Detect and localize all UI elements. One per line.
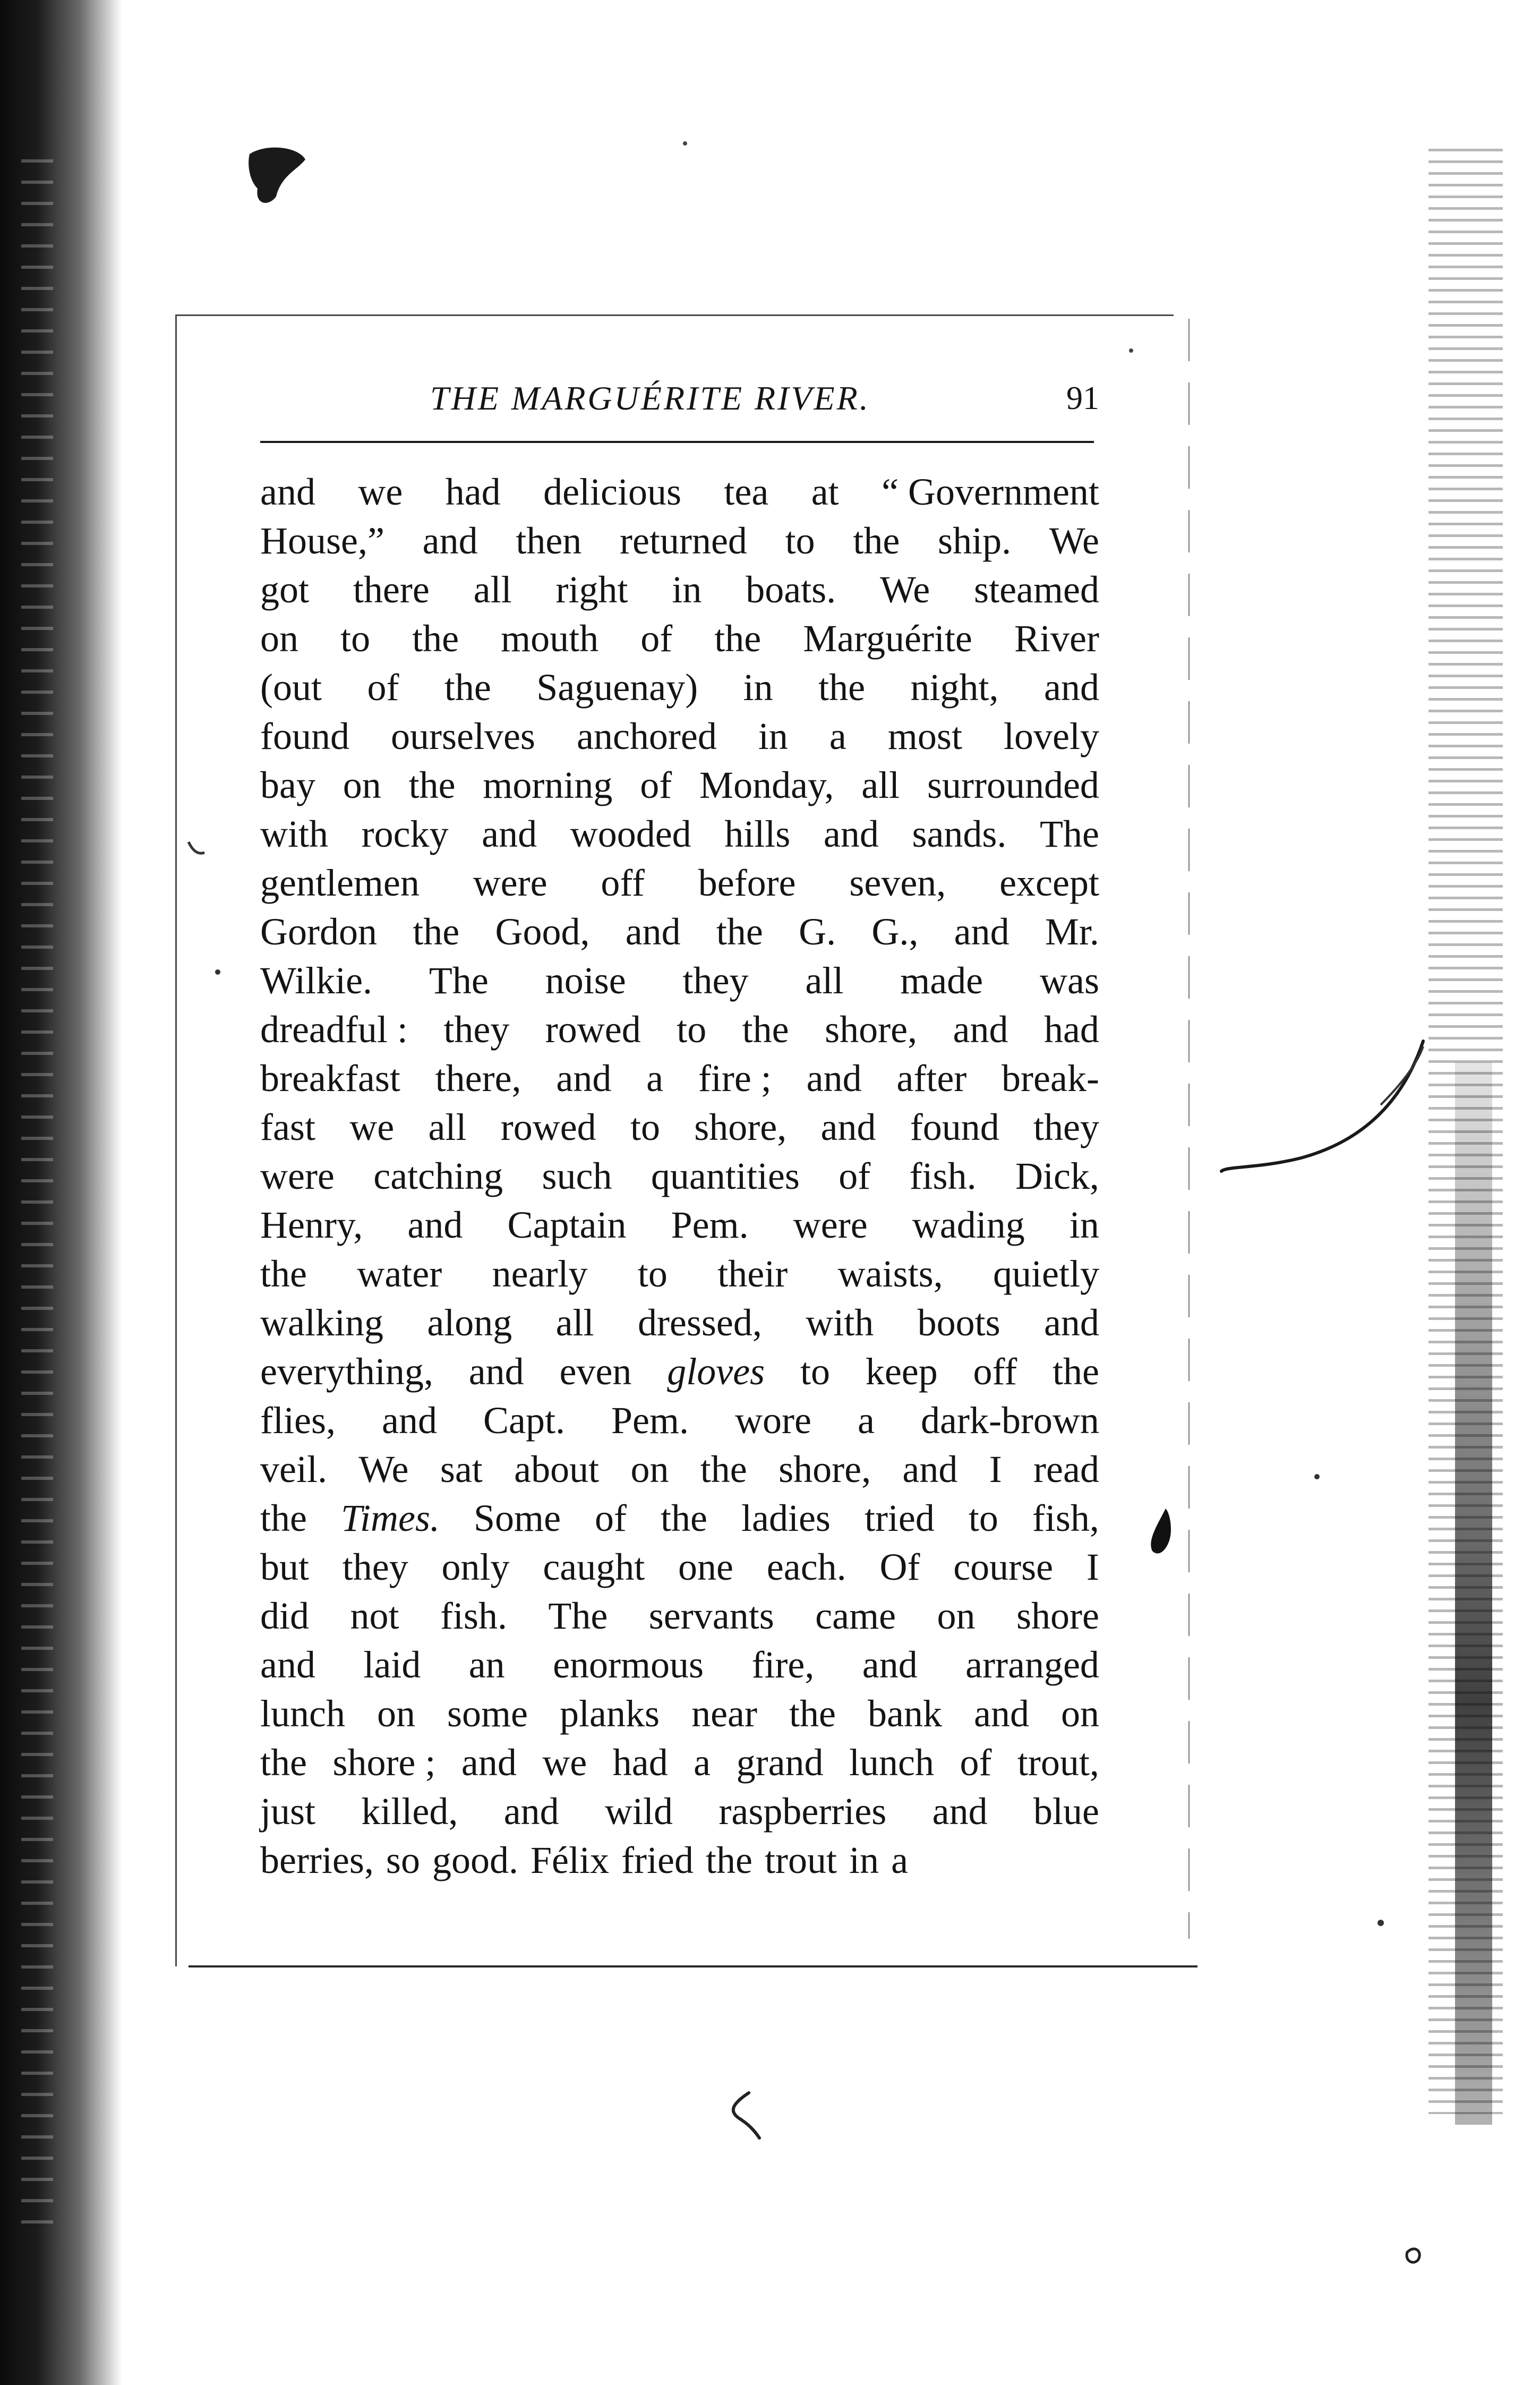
word: caught — [543, 1546, 645, 1588]
word: the — [413, 910, 460, 953]
word: morning — [483, 764, 613, 806]
word: Some — [474, 1497, 561, 1539]
word: the — [1053, 1350, 1099, 1393]
word: enormous — [553, 1643, 704, 1686]
word: to — [340, 617, 371, 660]
word: Wilkie. — [260, 959, 373, 1002]
word: one — [678, 1546, 734, 1588]
word: in — [672, 568, 702, 611]
word: had — [445, 471, 501, 513]
word: wild — [605, 1790, 673, 1833]
word: and — [482, 813, 537, 855]
word: water — [357, 1253, 442, 1295]
speck-1 — [1378, 1920, 1384, 1926]
word: boats. — [746, 568, 836, 611]
word: and — [468, 1350, 524, 1393]
word: and — [1043, 1301, 1099, 1344]
word: Gordon — [260, 910, 377, 953]
word: G., — [871, 910, 919, 953]
word: even — [559, 1350, 632, 1393]
word: keep — [865, 1350, 938, 1393]
word: mouth — [501, 617, 599, 660]
word: on — [937, 1595, 976, 1637]
word: read — [1033, 1448, 1099, 1490]
word: laid — [363, 1643, 421, 1686]
word: found — [260, 715, 349, 757]
word: Of — [879, 1546, 920, 1588]
word: their — [717, 1253, 788, 1295]
word: seven, — [849, 862, 946, 904]
word: we — [542, 1741, 587, 1784]
word: shore, — [694, 1106, 787, 1148]
word: the — [260, 1741, 307, 1784]
word: Félix — [531, 1839, 610, 1881]
word: The — [1040, 813, 1099, 855]
word: all — [428, 1106, 467, 1148]
word: Saguenay) — [536, 666, 698, 709]
word: and — [973, 1692, 1029, 1735]
word: tea — [724, 471, 769, 513]
word: they — [682, 959, 749, 1002]
word: and — [862, 1643, 918, 1686]
word: in — [743, 666, 773, 709]
word: We — [1049, 519, 1099, 562]
word: did — [260, 1595, 310, 1637]
word: to — [637, 1253, 668, 1295]
word: G. — [799, 910, 836, 953]
word: wore — [735, 1399, 811, 1442]
word: walking — [260, 1301, 383, 1344]
word: tried — [864, 1497, 935, 1539]
word: and — [953, 1008, 1008, 1051]
word: gloves — [667, 1350, 765, 1393]
word: nearly — [492, 1253, 588, 1295]
word: and — [407, 1204, 463, 1246]
word: near — [691, 1692, 757, 1735]
word: dressed, — [637, 1301, 762, 1344]
word: an — [468, 1643, 505, 1686]
word: on — [377, 1692, 415, 1735]
word: each. — [766, 1546, 846, 1588]
word: (out — [260, 666, 322, 709]
word: the — [742, 1008, 789, 1051]
word: the — [260, 1497, 307, 1539]
word: the — [789, 1692, 836, 1735]
word: blue — [1033, 1790, 1099, 1833]
word: the — [818, 666, 866, 709]
word: Mr. — [1045, 910, 1099, 953]
word: except — [999, 862, 1099, 904]
word: bay — [260, 764, 315, 806]
word: quantities — [651, 1155, 800, 1197]
word: there — [353, 568, 430, 611]
word: off — [973, 1350, 1017, 1393]
word: were — [793, 1204, 868, 1246]
word: fish. — [909, 1155, 977, 1197]
word: and — [260, 471, 315, 513]
word: some — [447, 1692, 528, 1735]
word: with — [260, 813, 329, 855]
speck-2 — [1314, 1474, 1320, 1479]
word: was — [1039, 959, 1099, 1002]
word: I — [1086, 1546, 1099, 1588]
word: were — [473, 862, 547, 904]
word: wading — [912, 1204, 1025, 1246]
word: gentlemen — [260, 862, 420, 904]
word: were — [260, 1155, 335, 1197]
word: rowed — [500, 1106, 596, 1148]
word: had — [612, 1741, 668, 1784]
word: We — [880, 568, 930, 611]
word: the — [661, 1497, 707, 1539]
word: in — [758, 715, 788, 757]
word: shore ; — [332, 1741, 436, 1784]
word: bank — [867, 1692, 942, 1735]
word: shore, — [778, 1448, 871, 1490]
word: to — [785, 519, 815, 562]
word: Pem. — [671, 1204, 749, 1246]
word: of — [839, 1155, 871, 1197]
word: the — [260, 1253, 307, 1295]
word: just — [260, 1790, 316, 1833]
word: night, — [910, 666, 999, 709]
word: ship. — [938, 519, 1012, 562]
word: all — [861, 764, 900, 806]
word: found — [910, 1106, 999, 1148]
word: and — [823, 813, 879, 855]
word: before — [698, 862, 796, 904]
word: Captain — [507, 1204, 627, 1246]
word: such — [542, 1155, 612, 1197]
word: we — [358, 471, 403, 513]
word: of — [640, 617, 673, 660]
small-scribble-mark — [1407, 2249, 1419, 2262]
page-number: 91 — [1066, 380, 1099, 416]
word: break- — [1002, 1057, 1099, 1100]
word: but — [260, 1546, 310, 1588]
word: fast — [260, 1106, 315, 1148]
word: a — [858, 1399, 875, 1442]
word: most — [887, 715, 962, 757]
ink-blot-top-left — [249, 148, 305, 203]
word: a — [694, 1741, 711, 1784]
word: with — [806, 1301, 874, 1344]
word: lunch — [260, 1692, 345, 1735]
word: waists, — [837, 1253, 943, 1295]
word: lovely — [1003, 715, 1099, 757]
word: a — [891, 1839, 909, 1881]
word: trout, — [1017, 1741, 1099, 1784]
word: hills — [724, 813, 791, 855]
word: and — [902, 1448, 958, 1490]
word: River — [1014, 617, 1099, 660]
word: ourselves — [391, 715, 535, 757]
word: fried — [621, 1839, 694, 1881]
speck-5 — [1129, 348, 1133, 353]
word: all — [805, 959, 844, 1002]
word: good. — [432, 1839, 518, 1881]
word: surrounded — [927, 764, 1099, 806]
word: fish, — [1032, 1497, 1099, 1539]
word: after — [896, 1057, 967, 1100]
margin-pencil-tick — [189, 842, 204, 853]
word: catching — [373, 1155, 503, 1197]
word: and — [260, 1643, 315, 1686]
word: they — [342, 1546, 408, 1588]
word: dark-brown — [921, 1399, 1099, 1442]
word: made — [900, 959, 983, 1002]
word: off — [601, 862, 645, 904]
speck-4 — [683, 141, 687, 146]
word: raspberries — [718, 1790, 887, 1833]
word: Good, — [495, 910, 590, 953]
word: delicious — [543, 471, 682, 513]
word: lunch — [849, 1741, 934, 1784]
word: of — [640, 764, 672, 806]
word: boots — [917, 1301, 1000, 1344]
word: Marguérite — [803, 617, 972, 660]
word: all — [473, 568, 512, 611]
word: we — [349, 1106, 395, 1148]
word: Monday, — [699, 764, 834, 806]
word: grand — [736, 1741, 824, 1784]
word: and — [382, 1399, 437, 1442]
word: of — [367, 666, 399, 709]
word: fish. — [440, 1595, 507, 1637]
word: sands. — [912, 813, 1007, 855]
word: only — [441, 1546, 510, 1588]
word: the — [444, 666, 491, 709]
word: got — [260, 568, 310, 611]
word: The — [548, 1595, 608, 1637]
word: and — [422, 519, 478, 562]
word: I — [989, 1448, 1002, 1490]
word: Dick, — [1015, 1155, 1099, 1197]
word: on — [343, 764, 381, 806]
word: rowed — [545, 1008, 641, 1051]
word: to — [630, 1106, 660, 1148]
word: veil. — [260, 1448, 327, 1490]
word: Henry, — [260, 1204, 363, 1246]
word: berries, — [260, 1839, 374, 1881]
word: servants — [648, 1595, 774, 1637]
word: noise — [545, 959, 626, 1002]
word: killed, — [361, 1790, 458, 1833]
word: so — [386, 1839, 420, 1881]
word: to — [677, 1008, 707, 1051]
word: flies, — [260, 1399, 336, 1442]
word: to — [800, 1350, 830, 1393]
word: ladies — [741, 1497, 831, 1539]
word: and — [954, 910, 1009, 953]
word: House,” — [260, 519, 384, 562]
word: We — [358, 1448, 409, 1490]
pencil-swoosh-mark — [1221, 1041, 1423, 1171]
word: a — [646, 1057, 664, 1100]
word: in — [1069, 1204, 1099, 1246]
word: right — [555, 568, 628, 611]
word: and — [806, 1057, 862, 1100]
word: shore, — [825, 1008, 918, 1051]
ink-teardrop-mark — [1151, 1509, 1171, 1553]
word: they — [443, 1008, 510, 1051]
word: returned — [620, 519, 747, 562]
word: the — [706, 1839, 752, 1881]
word: fire, — [751, 1643, 815, 1686]
word: on — [260, 617, 298, 660]
word: arranged — [965, 1643, 1099, 1686]
word: on — [1060, 1692, 1099, 1735]
word: breakfast — [260, 1057, 400, 1100]
word: came — [815, 1595, 896, 1637]
speck-3 — [215, 969, 220, 975]
word: and — [503, 1790, 559, 1833]
word: course — [953, 1546, 1054, 1588]
running-title: THE MARGUÉRITE RIVER. — [430, 379, 870, 417]
word: wooded — [570, 813, 691, 855]
word: Pem. — [611, 1399, 689, 1442]
word: the — [412, 617, 459, 660]
word: in — [849, 1839, 879, 1881]
word: quietly — [993, 1253, 1099, 1295]
word: rocky — [361, 813, 449, 855]
word: and — [820, 1106, 876, 1148]
word: a — [829, 715, 846, 757]
word: and — [556, 1057, 612, 1100]
word: of — [960, 1741, 992, 1784]
word: about — [514, 1448, 600, 1490]
word: of — [595, 1497, 627, 1539]
word: the — [853, 519, 900, 562]
word: fire ; — [698, 1057, 772, 1100]
word: at — [811, 471, 839, 513]
word: and — [1044, 666, 1099, 709]
pencil-check-mark — [733, 2093, 759, 2138]
word: not — [350, 1595, 399, 1637]
word: everything, — [260, 1350, 433, 1393]
word: on — [630, 1448, 669, 1490]
word: had — [1043, 1008, 1099, 1051]
word: they — [1033, 1106, 1099, 1148]
word: shore — [1016, 1595, 1099, 1637]
word: dreadful : — [260, 1008, 408, 1051]
word: trout — [765, 1839, 837, 1881]
word: the — [714, 617, 762, 660]
word: there, — [435, 1057, 521, 1100]
word: the — [408, 764, 456, 806]
word: anchored — [576, 715, 717, 757]
word: The — [429, 959, 489, 1002]
word: planks — [560, 1692, 660, 1735]
word: and — [625, 910, 681, 953]
word: and — [932, 1790, 988, 1833]
word: to — [968, 1497, 998, 1539]
word: and — [461, 1741, 517, 1784]
word: Capt. — [483, 1399, 565, 1442]
word: the — [700, 1448, 747, 1490]
word: Times. — [340, 1497, 440, 1539]
word: then — [516, 519, 582, 562]
word: “ Government — [882, 471, 1099, 513]
word: steamed — [974, 568, 1099, 611]
word: the — [716, 910, 763, 953]
word: along — [427, 1301, 512, 1344]
word: all — [555, 1301, 594, 1344]
word: sat — [440, 1448, 483, 1490]
